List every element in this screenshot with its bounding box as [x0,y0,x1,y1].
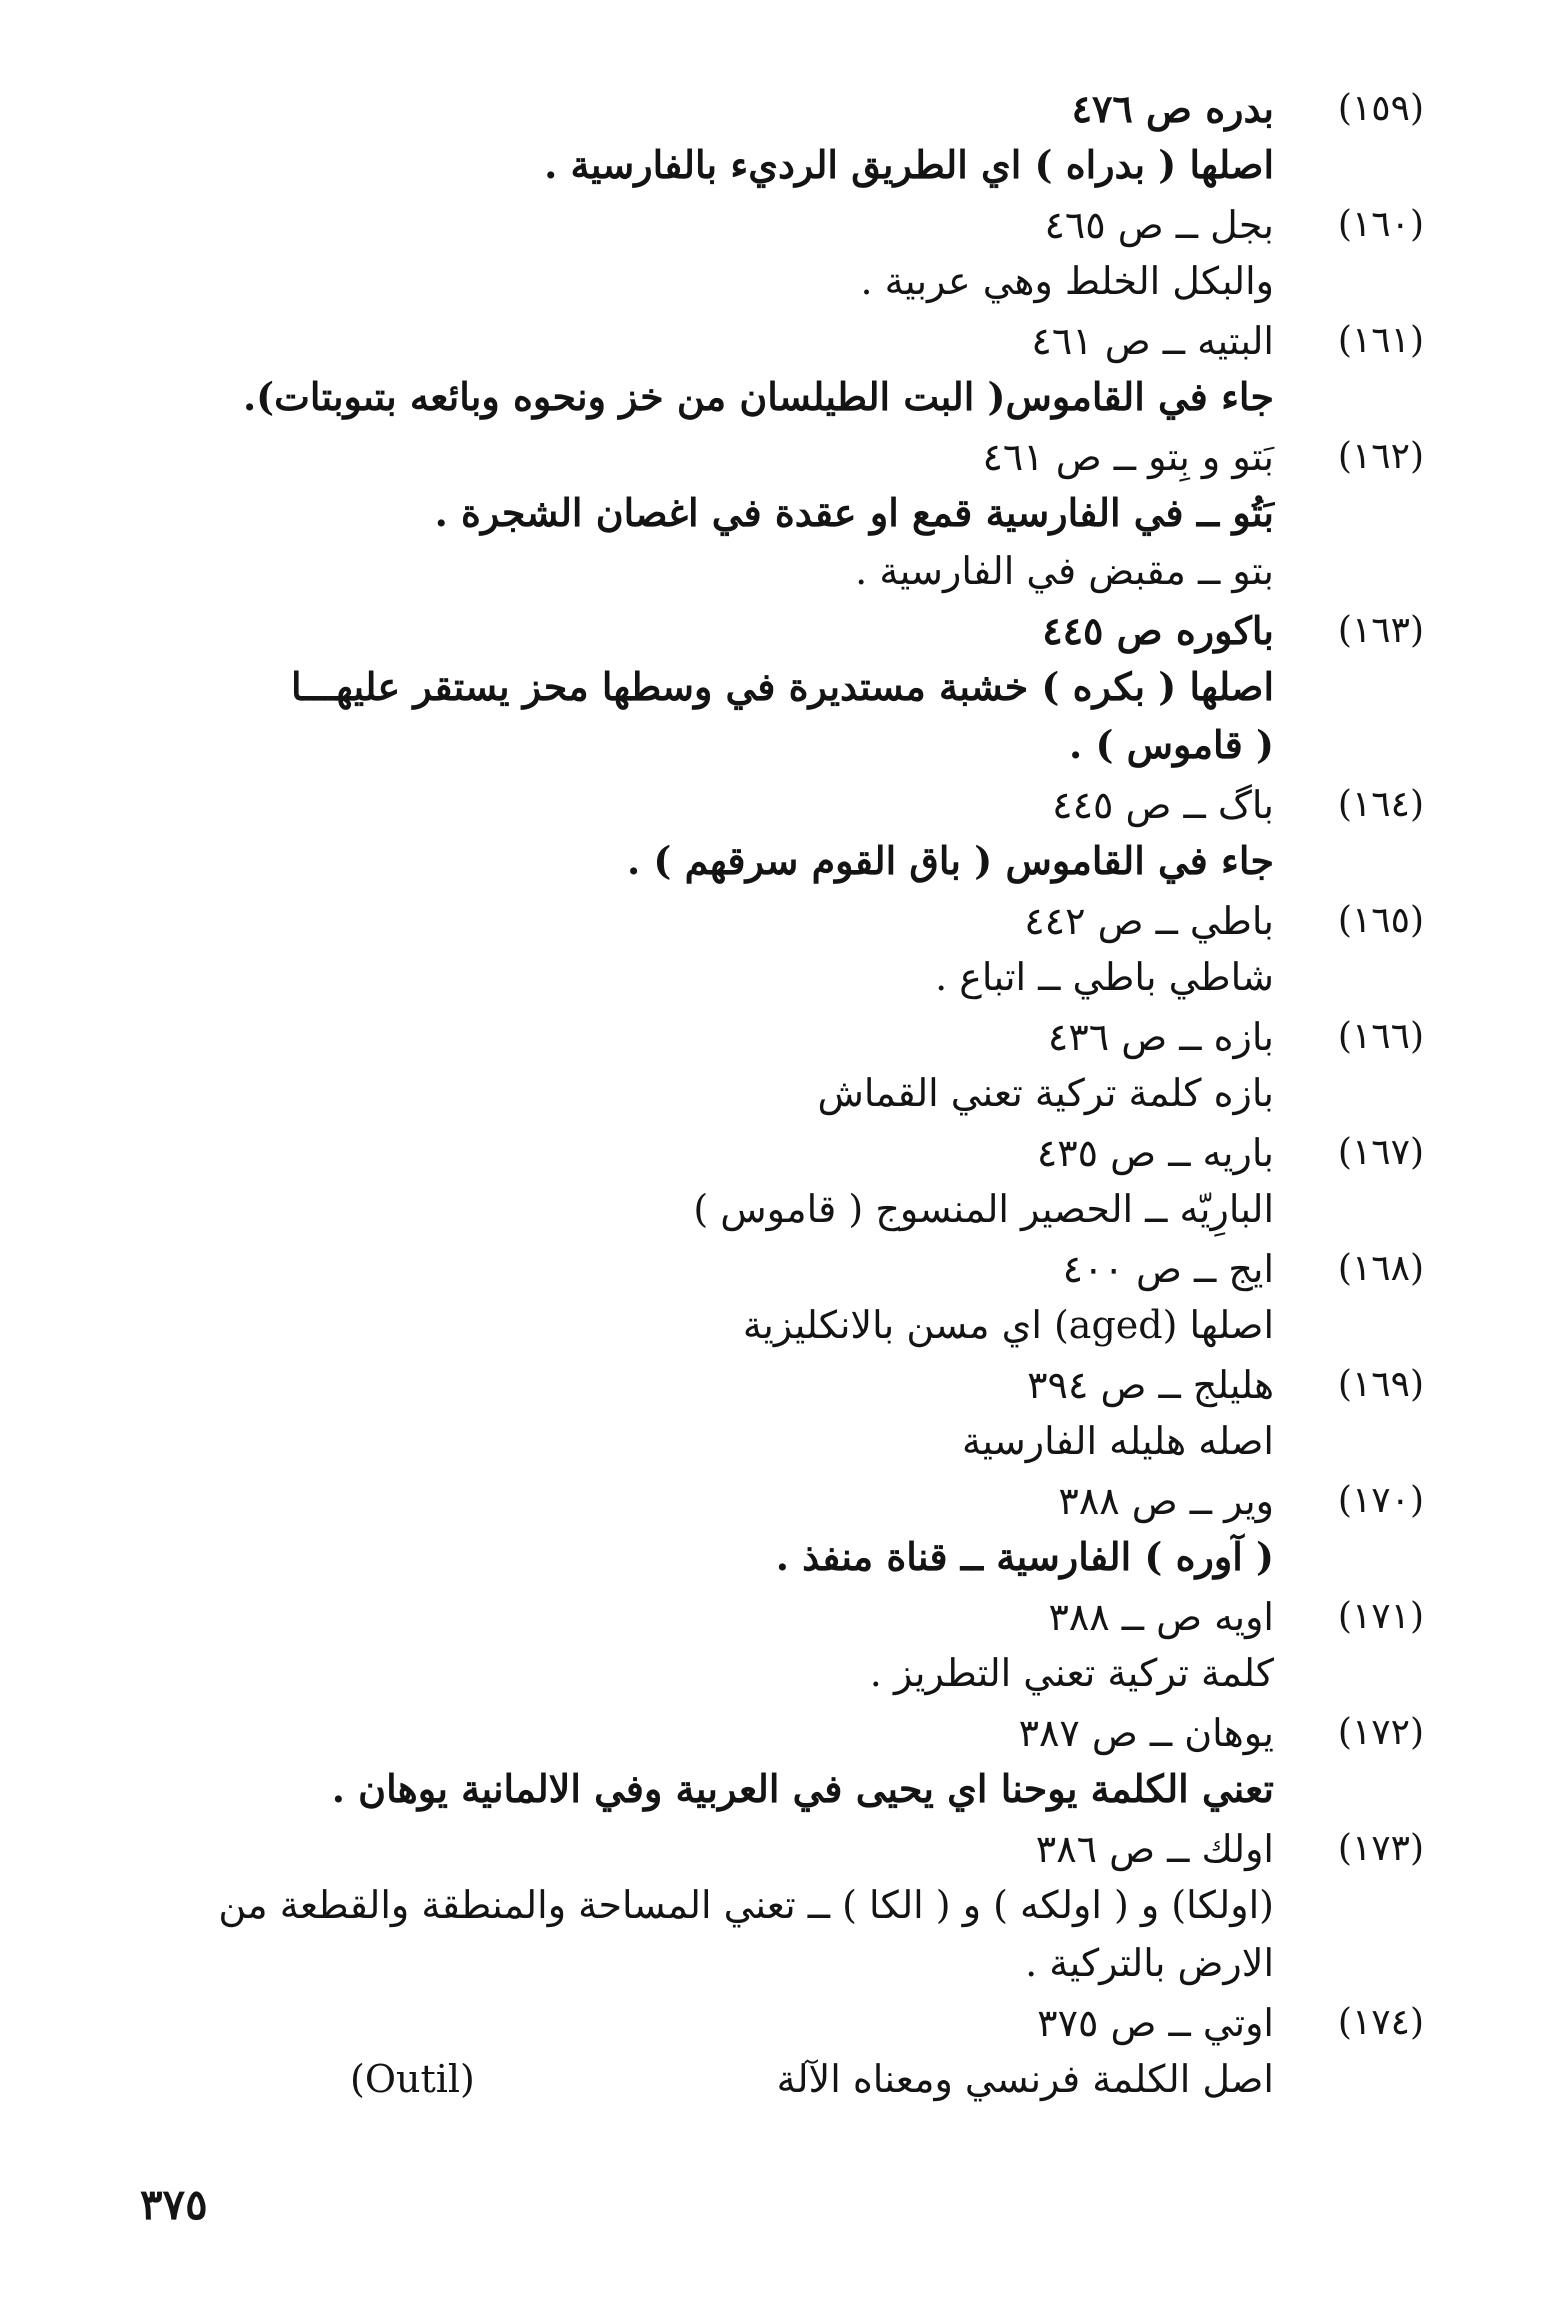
entry-heading-row [0,80,1544,138]
entry-definition-line: البارِيّه ــ الحصير المنسوج ( قاموس ) [693,1187,1274,1231]
entry-heading-row [0,196,1544,254]
dictionary-entry [0,776,1544,892]
entry-headword: باگ ــ ص ٤٤٥ [1052,783,1274,827]
entry-definition-line: كلمة تركية تعني التطريز . [869,1651,1274,1695]
entry-heading-row [0,892,1544,950]
entry-number: (١٧٣) [1337,1828,1424,1869]
entry-headword: اوتي ــ ص ٣٧٥ [1037,2001,1274,2045]
entry-definition-line: ( آوره ) الفارسية ــ قناة منفذ . [775,1534,1274,1579]
entry-definition-line: الارض بالتركية . [1025,1941,1274,1985]
entry-definition-line: ( قاموس ) . [1069,722,1274,767]
entry-number: (١٦٦) [1337,1016,1424,1057]
entry-headword: البتيه ــ ص ٤٦١ [1031,319,1274,363]
entry-number: (١٧١) [1337,1596,1424,1637]
entry-heading-row [0,428,1544,486]
entry-number: (١٥٩) [1337,88,1424,129]
definition-arabic-text: اصل الكلمة فرنسي ومعناه الآلة [776,2057,1274,2101]
entry-heading-row [0,1994,1544,2052]
entry-definition-line: اصلها ( بكره ) خشبة مستديرة في وسطها محز يستقر عليهـــا [290,664,1274,709]
entry-heading-row [0,1704,1544,1762]
dictionary-entry [0,1356,1544,1472]
entry-headword: بجل ــ ص ٤٦٥ [1044,203,1274,247]
entry-headword: اولك ــ ص ٣٨٦ [1035,1827,1274,1871]
entry-heading-row [0,1124,1544,1182]
entry-number: (١٦٩) [1337,1364,1424,1405]
entry-heading-row [0,602,1544,660]
entry-headword: بازه ــ ص ٤٣٦ [1047,1015,1274,1059]
entry-headword: بَتو و بِتو ــ ص ٤٦١ [982,435,1274,479]
entry-heading-row [0,312,1544,370]
entry-number: (١٦٥) [1337,900,1424,941]
entry-definition-line: والبكل الخلط وهي عربية . [860,259,1274,303]
entry-definition-line [0,2052,1544,2110]
dictionary-entry [0,1588,1544,1704]
entry-headword: اويه ص ــ ٣٨٨ [1048,1595,1274,1639]
entry-definition-line: شاطي باطي ــ اتباع . [935,955,1274,999]
entry-definition-line: بَتُو ــ في الفارسية قمع او عقدة في اغصان الشجرة . [434,490,1274,535]
entry-heading-row [0,1240,1544,1298]
entry-heading-row [0,776,1544,834]
entry-heading-row [0,1472,1544,1530]
dictionary-entry [0,892,1544,1008]
entry-headword: بدره ص ٤٧٦ [1071,86,1274,131]
dictionary-entry [0,196,1544,312]
entry-definition-line: تعني الكلمة يوحنا اي يحيى في العربية وفي الالمانية يوهان . [331,1766,1274,1811]
definition-latin-term: (Outil) [350,2057,475,2101]
entry-heading-row [0,1820,1544,1878]
entry-definition-line: بتو ــ مقبض في الفارسية . [855,549,1274,593]
entry-definition-line: اصله هليله الفارسية [962,1419,1274,1463]
entry-headword: ايج ــ ص ٤٠٠ [1062,1247,1274,1291]
entry-headword: باريه ــ ص ٤٣٥ [1036,1131,1274,1175]
entry-headword: هليلج ــ ص ٣٩٤ [1027,1363,1274,1407]
entry-headword: باكوره ص ٤٤٥ [1042,608,1274,653]
dictionary-entry [0,1240,1544,1356]
entry-heading-row [0,1588,1544,1646]
entry-definition-line: جاء في القاموس ( باق القوم سرقهم ) . [626,838,1274,883]
dictionary-entry [0,428,1544,602]
entry-definition-line: بازه كلمة تركية تعني القماش [817,1071,1274,1115]
entry-number: (١٦٣) [1337,610,1424,651]
entry-number: (١٦١) [1337,320,1424,361]
dictionary-entry [0,1994,1544,2110]
dictionary-entry [0,1820,1544,1994]
entry-headword: يوهان ــ ص ٣٨٧ [1018,1711,1274,1755]
entry-headword: وير ــ ص ٣٨٨ [1058,1479,1274,1523]
dictionary-entry [0,1472,1544,1588]
dictionary-entry [0,1124,1544,1240]
entry-number: (١٦٧) [1337,1132,1424,1173]
dictionary-entry [0,312,1544,428]
entry-number: (١٧٤) [1337,2002,1424,2043]
entry-number: (١٦٢) [1337,436,1424,477]
entry-number: (١٦٠) [1337,204,1424,245]
dictionary-entry [0,80,1544,196]
page-number: ٣٧٥ [140,2180,208,2229]
entry-number: (١٦٤) [1337,784,1424,825]
entry-number: (١٧٠) [1337,1480,1424,1521]
entry-number: (١٦٨) [1337,1248,1424,1289]
entry-definition-line: جاء في القاموس( البت الطيلسان من خز ونحوه وبائعه بتىوبتات). [242,374,1274,419]
dictionary-entry [0,602,1544,776]
entry-headword: باطي ــ ص ٤٤٢ [1024,899,1274,943]
dictionary-entry [0,1704,1544,1820]
dictionary-entry [0,1008,1544,1124]
entry-heading-row [0,1008,1544,1066]
entry-definition-line: (اولكا) و ( اولكه ) و ( الكا ) ــ تعني المساحة والمنطقة والقطعة من [218,1883,1274,1927]
entry-heading-row [0,1356,1544,1414]
entry-definition-line: اصلها ( بدراه ) اي الطريق الرديء بالفارسية . [544,142,1274,187]
dictionary-entries [0,80,1544,2110]
entry-number: (١٧٢) [1337,1712,1424,1753]
entry-definition-line: اصلها (aged) اي مسن بالانكليزية [742,1303,1274,1347]
